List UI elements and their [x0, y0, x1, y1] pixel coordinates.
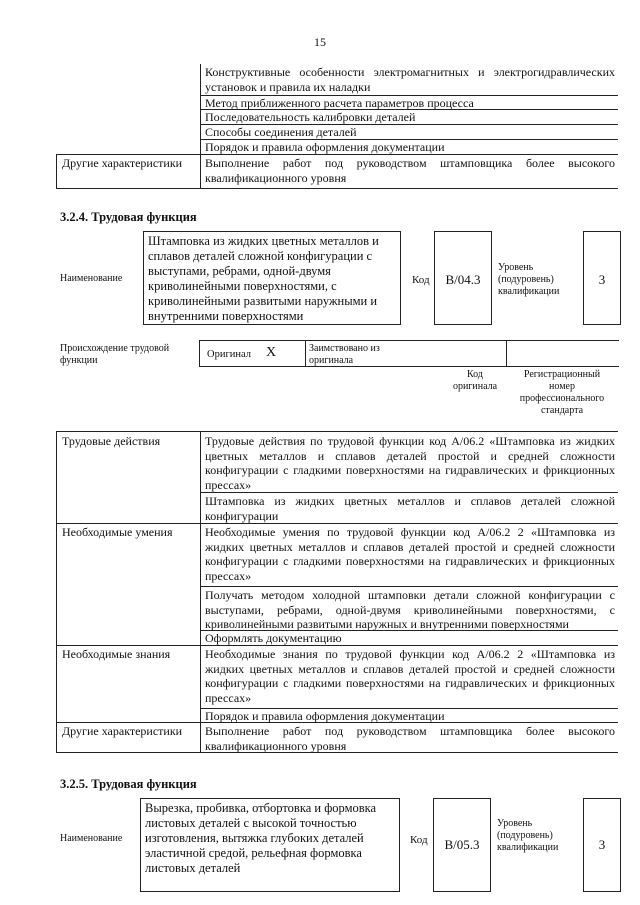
top-other-label: Другие характеристики	[62, 156, 183, 170]
section-heading-325: 3.2.5. Трудовая функция	[60, 777, 197, 791]
code-label-324: Код	[412, 274, 430, 286]
other-text: Выполнение работ под руководством штамповщика более высокого квалификационного уровня	[205, 724, 615, 753]
code-label-325: Код	[410, 834, 428, 846]
labor-actions-label: Трудовые действия	[62, 434, 161, 448]
level-box-324	[583, 231, 621, 325]
code-box-324	[434, 231, 492, 325]
knowledge-label: Необходимые знания	[62, 647, 171, 661]
top-row-2: Метод приближенного расчета параметров процесса	[205, 96, 474, 110]
labor-action-1: Трудовые действия по трудовой функции код А/06.2 «Штамповка из жидких цветных металлов и сплавов деталей простой и средней сложности конфигурации с гладкими поверхностями на гидравлических и фрикционных прессах»	[205, 434, 615, 492]
code-box-325	[433, 798, 491, 892]
reg-number-label: Регистрационный номер профессионального стандарта	[519, 369, 605, 416]
knowledge-2: Порядок и правила оформления документации	[205, 709, 445, 723]
name-box-324	[143, 231, 401, 325]
level-value-324: 3	[598, 272, 606, 287]
skill-2: Получать методом холодной штамповки детали сложной конфигурации с выступами, ребрами, одной-двумя криволинейными поверхностями, с криволинейными развитыми наружных и внутренними поверхностями	[205, 588, 615, 631]
skill-3: Оформлять документацию	[205, 631, 342, 645]
level-box-325	[583, 798, 621, 892]
top-row-5: Порядок и правила оформления документации	[205, 140, 445, 154]
top-other-text: Выполнение работ под руководством штамповщика более высокого квалификационного уровня	[205, 156, 615, 185]
code-original-label: Код оригинала	[452, 369, 498, 392]
borrowed-label: Заимствовано из оригинала	[309, 343, 380, 366]
name-box-325	[140, 798, 400, 892]
page-number: 15	[314, 35, 326, 49]
other-label: Другие характеристики	[62, 724, 183, 738]
section-heading-324: 3.2.4. Трудовая функция	[60, 210, 197, 224]
top-row-4: Способы соединения деталей	[205, 125, 357, 139]
knowledge-1: Необходимые знания по трудовой функции код А/06.2 2 «Штамповка из жидких цветных металлов и сплавов деталей простой и средней сложности конфигурации с гладкими поверхностями на гидравлических и фрикционных прессах»	[205, 647, 615, 705]
original-label: Оригинал	[207, 349, 251, 360]
original-mark: X	[266, 345, 277, 360]
top-row-1: Конструктивные особенности электромагнитных и электрогидравлических установок и правила их наладки	[205, 65, 615, 94]
skill-1: Необходимые умения по трудовой функции код А/06.2 2 «Штамповка из жидких цветных металлов и сплавов деталей простой и средней сложности конфигурации с гладкими поверхностями на гидравлических и фрикционных прессах»	[205, 525, 615, 583]
code-value-324: B/04.3	[445, 272, 481, 287]
labor-action-2: Штамповка из жидких цветных металлов и сплавов деталей сложной конфигурации	[205, 494, 615, 523]
name-label-324: Наименование	[60, 273, 123, 284]
name-value-325: Вырезка, пробивка, отбортовка и формовка листовых деталей с высокой точностью изготовления, вытяжка глубоких деталей эластичной средой, рельефная формовка листовых деталей	[145, 801, 377, 875]
skills-label: Необходимые умения	[62, 525, 173, 539]
code-value-325: B/05.3	[444, 837, 480, 852]
level-label-324: Уровень (подуровень) квалификации	[498, 262, 560, 297]
level-label-325: Уровень (подуровень) квалификации	[497, 818, 559, 853]
name-value-324: Штамповка из жидких цветных металлов и сплавов деталей сложной конфигурации с выступами, ребрами, одной-двумя криволинейными поверхностями, с криволинейными развитыми наружными и внутренними поверхностями	[148, 234, 379, 323]
top-row-3: Последовательность калибровки деталей	[205, 110, 416, 124]
name-label-325: Наименование	[60, 833, 123, 844]
level-value-325: 3	[598, 837, 606, 852]
origin-label: Происхождение трудовой функции	[60, 343, 170, 366]
